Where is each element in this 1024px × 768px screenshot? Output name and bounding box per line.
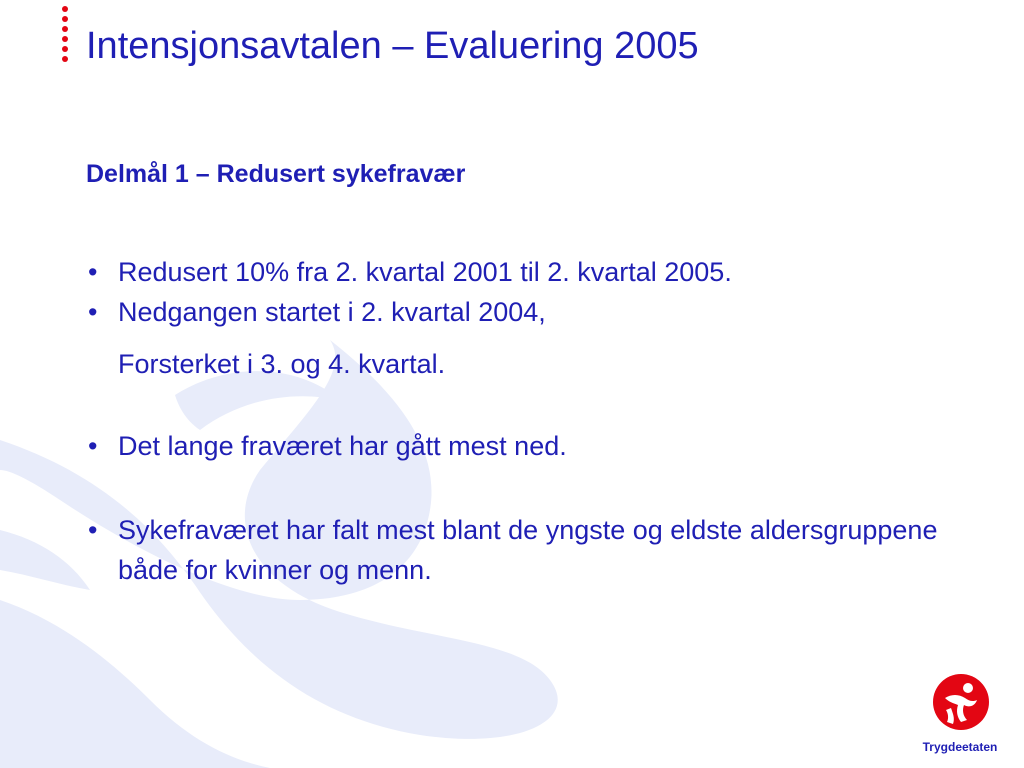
dot <box>62 36 68 42</box>
bullet-text: Det lange fraværet har gått mest ned. <box>118 431 567 461</box>
decorative-dots <box>62 6 72 66</box>
dot <box>62 16 68 22</box>
bullet-item <box>86 292 986 332</box>
bullet-text: Forsterket i 3. og 4. kvartal. <box>118 349 446 379</box>
trygdeetaten-logo-icon <box>933 674 989 730</box>
dot <box>62 6 68 12</box>
slide-subtitle: Delmål 1 – Redusert sykefravær <box>86 160 466 188</box>
bullet-marker: • <box>88 297 98 327</box>
dot <box>62 46 68 52</box>
bullet-marker: • <box>88 515 98 545</box>
trygdeetaten-logo <box>920 674 1000 764</box>
bullet-continuation <box>86 344 986 384</box>
bullet-text: Sykefraværet har falt mest blant de yngste og eldste aldersgruppene både for kvinner og menn. <box>118 515 938 585</box>
bullet-item <box>86 252 986 292</box>
dot <box>62 26 68 32</box>
bullet-text: Redusert 10% fra 2. kvartal 2001 til 2. kvartal 2005. <box>118 257 732 287</box>
bullet-item <box>86 510 986 590</box>
dot <box>62 56 68 62</box>
logo-wordmark: Trygdeetaten <box>922 740 998 754</box>
bullet-list <box>86 252 986 590</box>
bullet-marker: • <box>88 257 98 287</box>
bullet-text: Nedgangen startet i 2. kvartal 2004, <box>118 297 546 327</box>
bullet-item <box>86 426 986 466</box>
slide-title: Intensjonsavtalen – Evaluering 2005 <box>86 25 699 67</box>
bullet-marker: • <box>88 431 98 461</box>
